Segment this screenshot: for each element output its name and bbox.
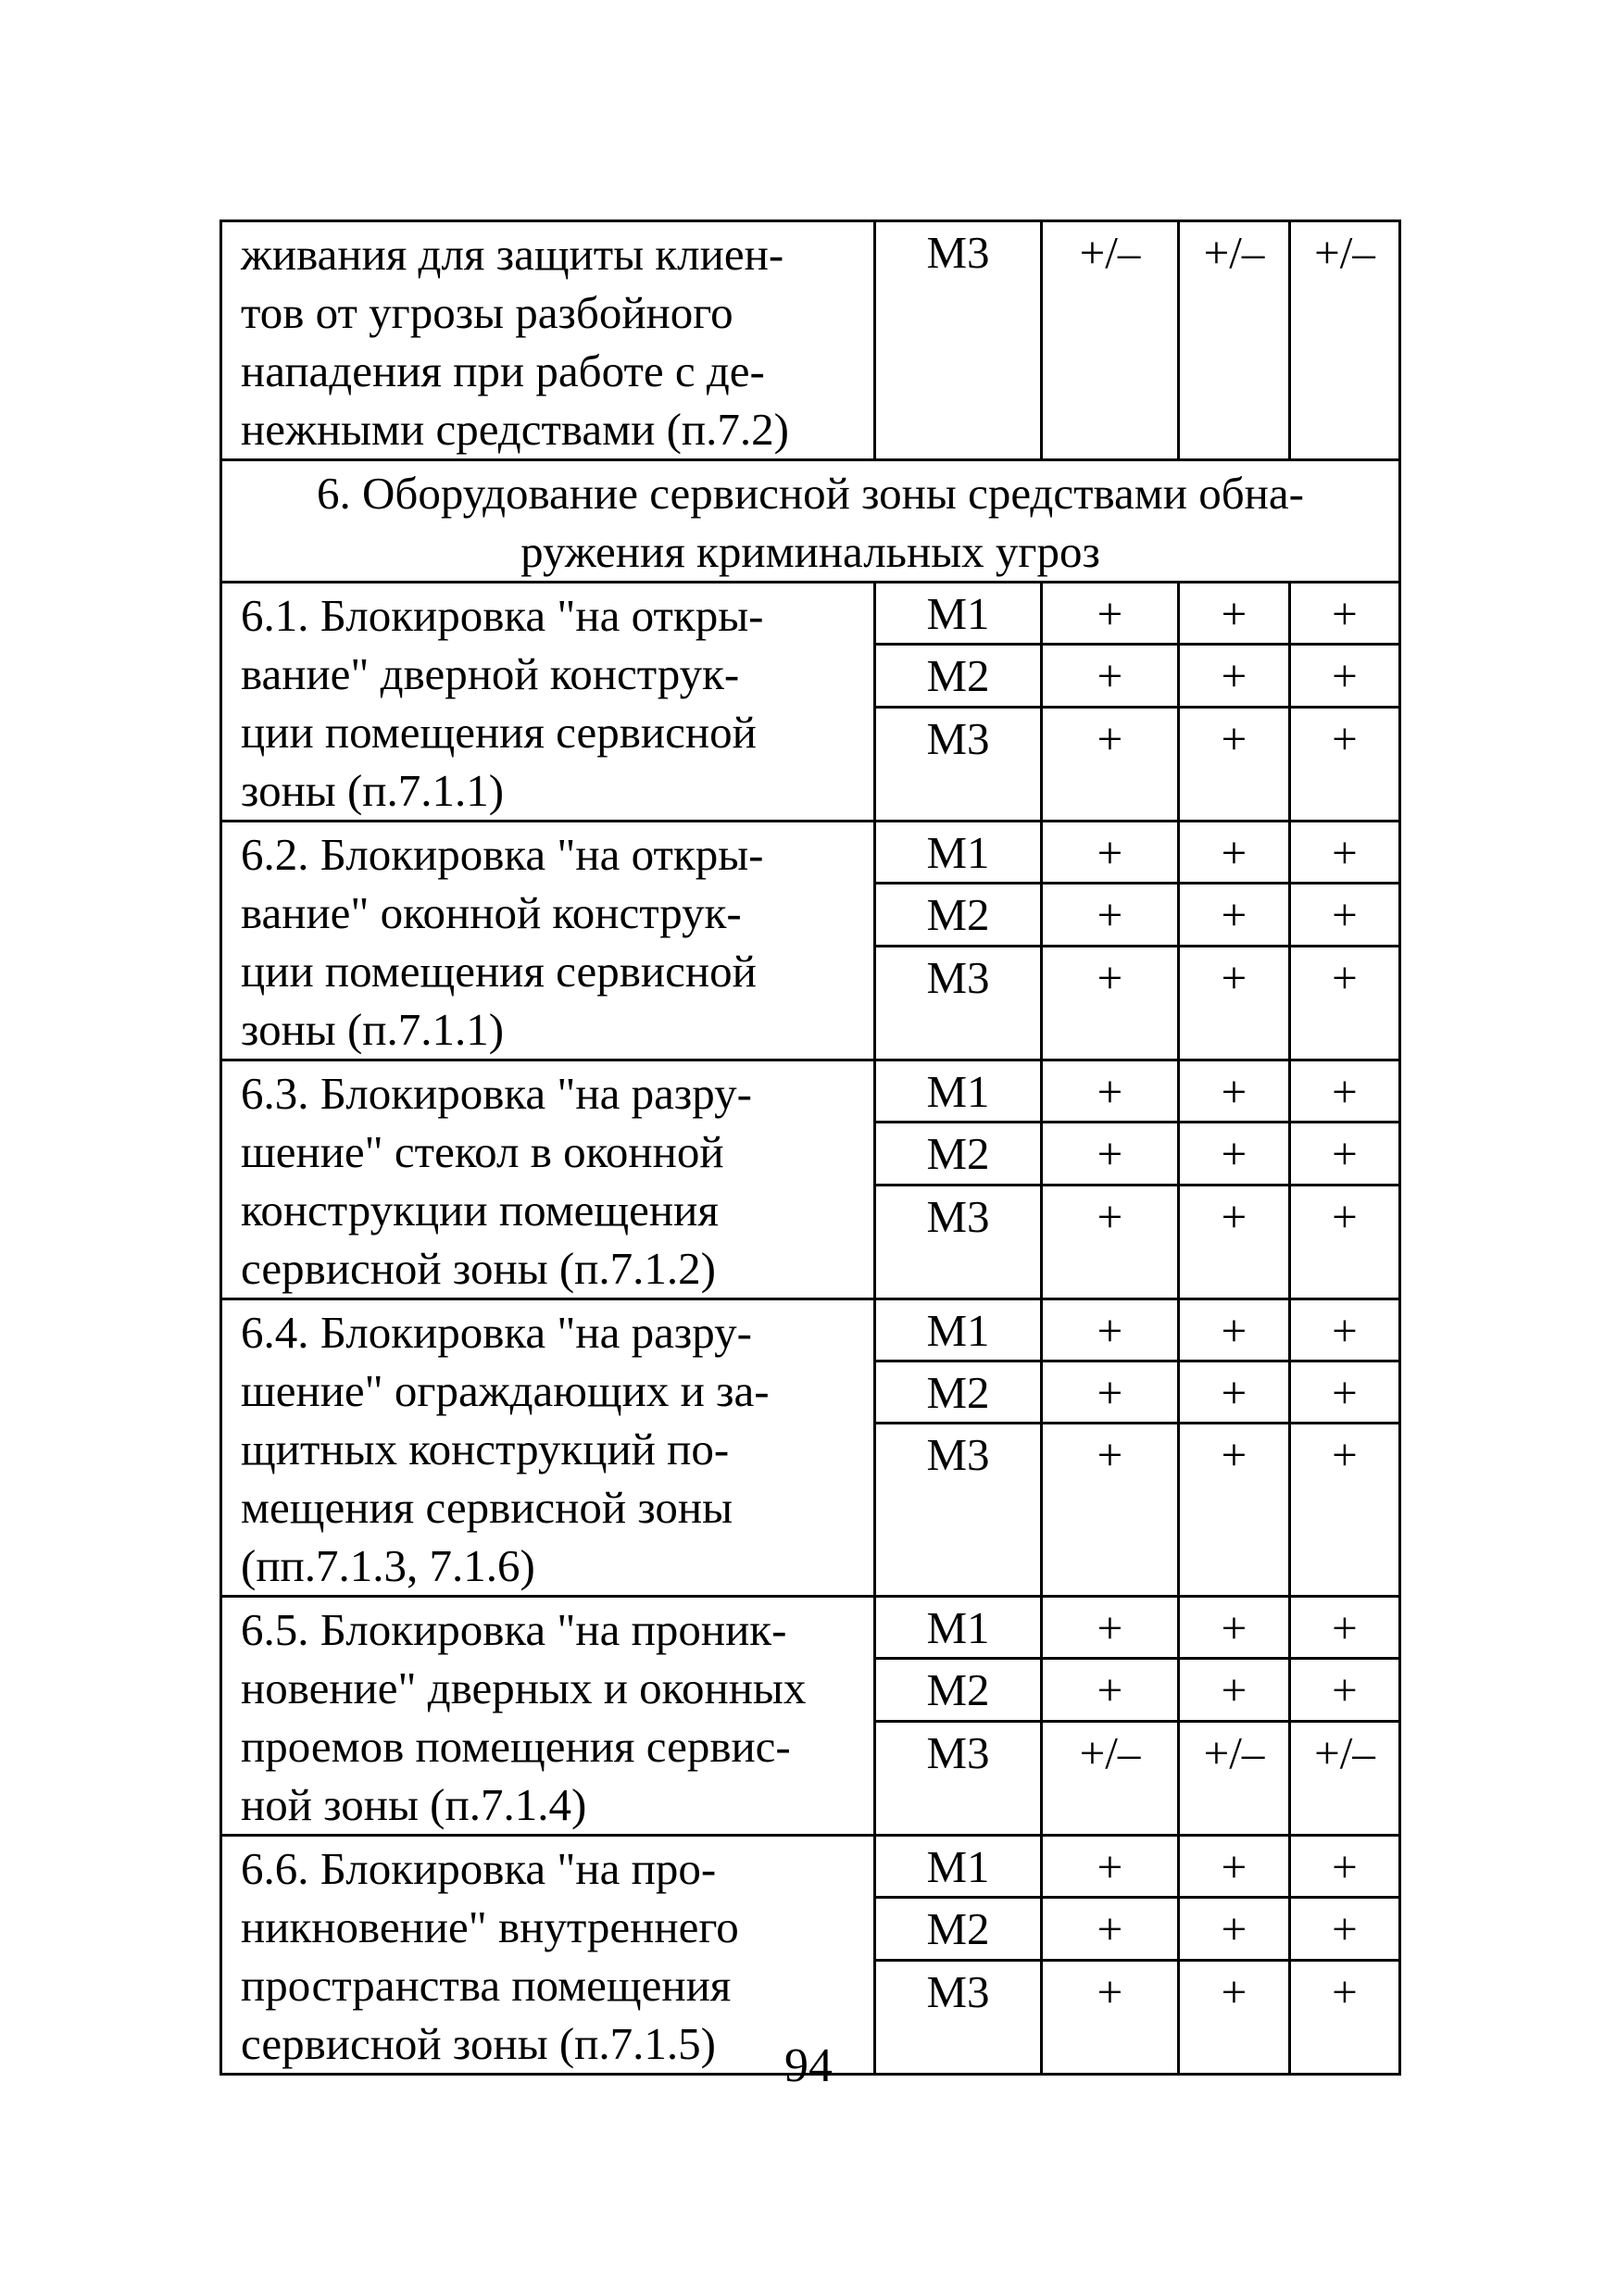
value-cell: + [1290,1299,1400,1361]
value-cell: + [1042,1960,1179,2075]
mode-cell: М2 [875,1123,1042,1185]
value-cell: + [1179,1424,1290,1597]
value-cell: + [1179,1898,1290,1960]
value-cell: + [1042,1299,1179,1361]
mode-cell: М3 [875,946,1042,1060]
value-cell: + [1290,1898,1400,1960]
value-cell: + [1290,645,1400,707]
value-cell: + [1179,583,1290,645]
value-cell: + [1042,1836,1179,1898]
value-cell: + [1042,1361,1179,1424]
value-cell: + [1290,946,1400,1060]
value-cell: +/– [1290,221,1400,460]
value-cell: + [1179,1597,1290,1659]
value-cell: + [1179,1836,1290,1898]
value-cell: + [1042,645,1179,707]
value-cell: + [1290,884,1400,946]
table-row [221,1299,1400,1361]
value-cell: + [1179,645,1290,707]
value-cell: + [1042,884,1179,946]
requirement-description: 6.1. Блокировка "на откры- вание" дверной конструк- ции помещения сервисной зоны (п.7.1.1) [221,583,875,822]
value-cell: +/– [1179,221,1290,460]
requirement-description: 6.6. Блокировка "на про- никновение" внутреннего пространства помещения сервисной зоны (п.7.1.5) [221,1836,875,2075]
value-cell: + [1179,946,1290,1060]
table-row [221,221,1400,460]
value-cell: + [1290,822,1400,884]
value-cell: + [1042,583,1179,645]
value-cell: + [1179,1185,1290,1299]
value-cell: +/– [1179,1721,1290,1836]
table-row [221,1597,1400,1659]
value-cell: + [1290,1123,1400,1185]
table-row [221,1836,1400,1898]
section-title: 6. Оборудование сервисной зоны средствами обна-ружения криминальных угроз [221,460,1400,583]
value-cell: + [1042,1424,1179,1597]
table-row [221,1060,1400,1123]
mode-cell: М2 [875,884,1042,946]
mode-cell: М2 [875,1898,1042,1960]
value-cell: + [1179,822,1290,884]
value-cell: + [1042,1597,1179,1659]
mode-cell: М1 [875,1597,1042,1659]
mode-cell: М3 [875,1424,1042,1597]
value-cell: + [1290,1836,1400,1898]
value-cell: + [1290,707,1400,822]
value-cell: + [1042,1060,1179,1123]
mode-cell: М1 [875,1836,1042,1898]
mode-cell: М1 [875,583,1042,645]
value-cell: +/– [1042,221,1179,460]
value-cell: + [1042,822,1179,884]
value-cell: + [1290,1185,1400,1299]
value-cell: + [1179,1060,1290,1123]
table-row [221,822,1400,884]
value-cell: + [1290,1361,1400,1424]
value-cell: + [1179,1659,1290,1721]
section-header-row [221,460,1400,583]
value-cell: + [1042,946,1179,1060]
value-cell: + [1290,583,1400,645]
value-cell: + [1042,1185,1179,1299]
mode-cell: М2 [875,1659,1042,1721]
value-cell: + [1290,1960,1400,2075]
mode-cell: М3 [875,221,1042,460]
value-cell: + [1042,1898,1179,1960]
value-cell: + [1290,1424,1400,1597]
value-cell: +/– [1290,1721,1400,1836]
requirement-description: 6.3. Блокировка "на разру- шение" стекол в оконной конструкции помещения сервисной зоны (п.7.1.2) [221,1060,875,1299]
value-cell: + [1179,1960,1290,2075]
mode-cell: М1 [875,1299,1042,1361]
requirement-description: 6.5. Блокировка "на проник- новение" дверных и оконных проемов помещения сервис- ной зоны (п.7.1.4) [221,1597,875,1836]
value-cell: + [1290,1597,1400,1659]
page-number: 94 [784,2039,833,2092]
value-cell: + [1290,1060,1400,1123]
value-cell: + [1179,1123,1290,1185]
mode-cell: М3 [875,1185,1042,1299]
mode-cell: М3 [875,1721,1042,1836]
value-cell: + [1179,884,1290,946]
mode-cell: М2 [875,645,1042,707]
value-cell: +/– [1042,1721,1179,1836]
mode-cell: М3 [875,707,1042,822]
value-cell: + [1290,1659,1400,1721]
table-row [221,583,1400,645]
value-cell: + [1042,707,1179,822]
mode-cell: М1 [875,822,1042,884]
value-cell: + [1179,707,1290,822]
mode-cell: М2 [875,1361,1042,1424]
value-cell: + [1042,1659,1179,1721]
requirement-description: 6.4. Блокировка "на разру- шение" ограждающих и за- щитных конструкций по- мещения сервисной зоны (пп.7.1.3, 7.1.6) [221,1299,875,1597]
requirement-description: 6.2. Блокировка "на откры- вание" оконной конструк- ции помещения сервисной зоны (п.7.1.1) [221,822,875,1060]
continuation-description: живания для защиты клиен- тов от угрозы разбойного нападения при работе с де- нежными средствами (п.7.2) [221,221,875,460]
value-cell: + [1179,1299,1290,1361]
value-cell: + [1179,1361,1290,1424]
mode-cell: М3 [875,1960,1042,2075]
mode-cell: М1 [875,1060,1042,1123]
value-cell: + [1042,1123,1179,1185]
requirements-table [219,220,1401,2076]
